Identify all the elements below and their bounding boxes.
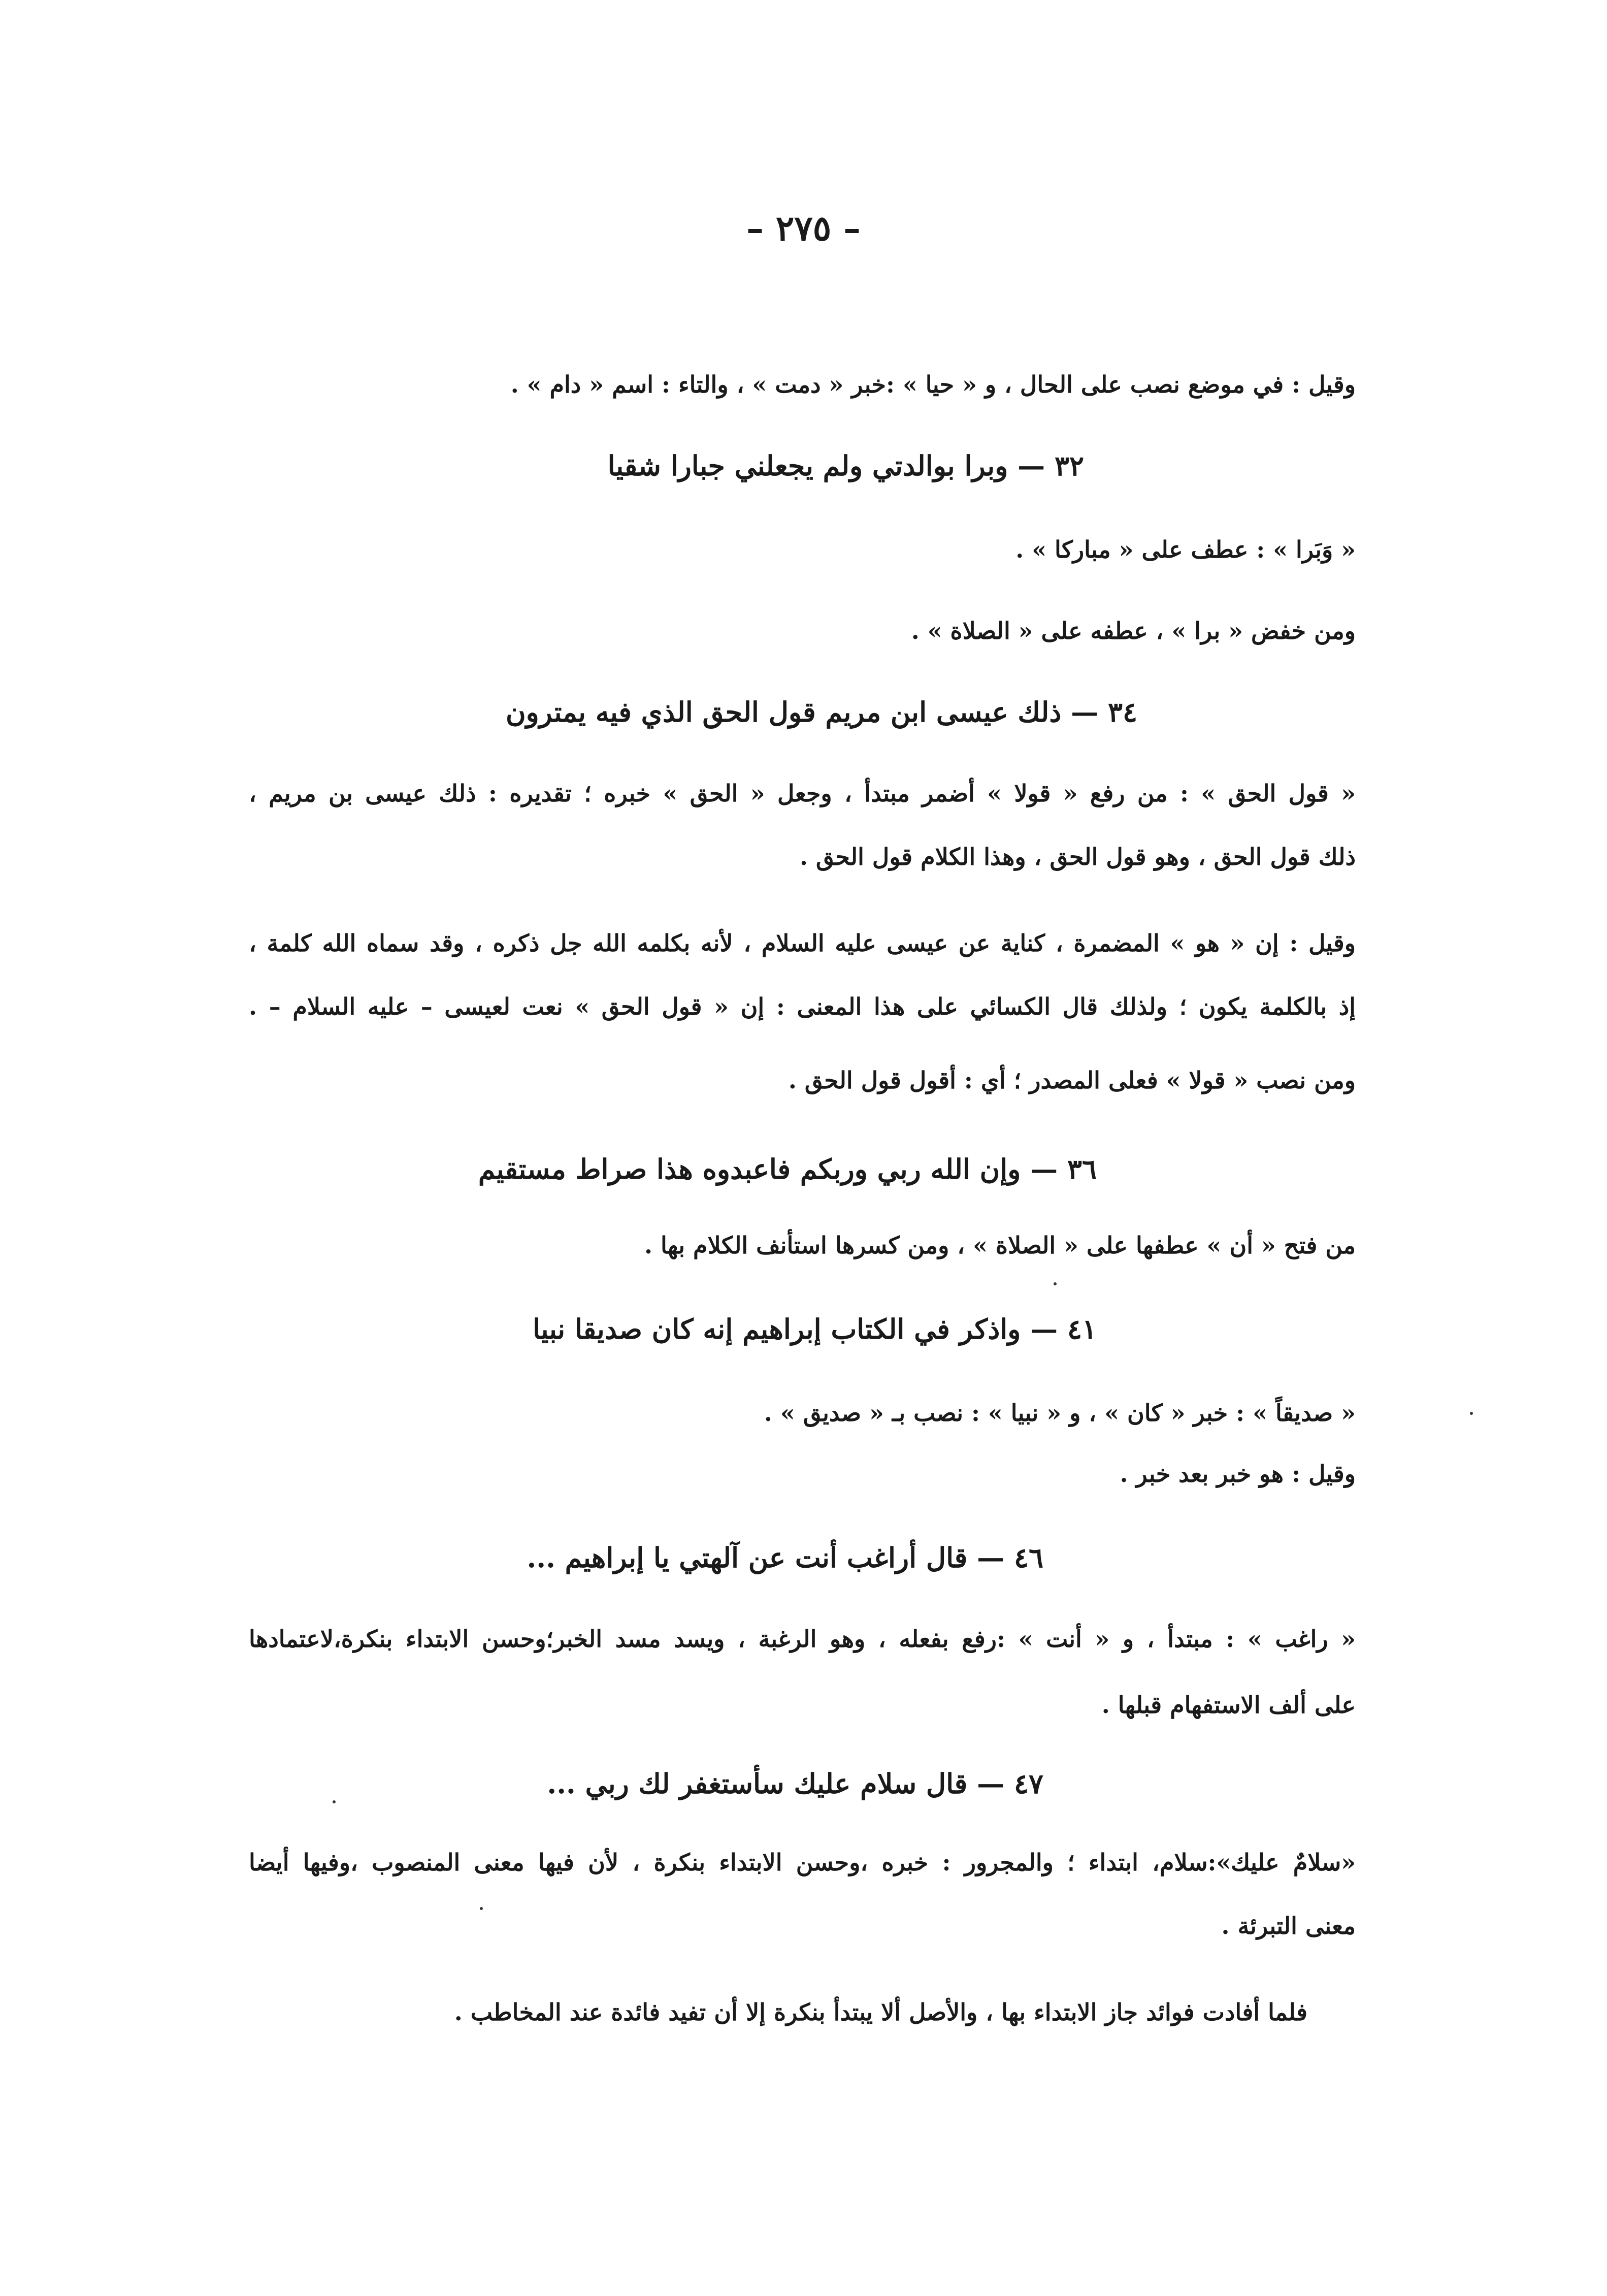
text-line: إذ بالكلمة يكون ؛ ولذلك قال الكسائي على هذا المعنى : إن « قول الحق » نعت لعيسى – عليه السلام – . [249, 993, 1356, 1020]
text-line: وقيل : في موضع نصب على الحال ، و « حيا » :خبر « دمت » ، والتاء : اسم « دام » . [510, 371, 1356, 398]
text-line: « قول الحق » : من رفع « قولا » أضمر مبتدأ ، وجعل « الحق » خبره ؛ تقديره : ذلك عيسى بن مريم ، [249, 780, 1356, 807]
text-line: ومن نصب « قولا » فعلى المصدر ؛ أي : أقول قول الحق . [788, 1066, 1356, 1094]
verse-line: ٣٤ — ذلك عيسى ابن مريم قول الحق الذي فيه يمترون [505, 696, 1137, 728]
text-line: من فتح « أن » عطفها على « الصلاة » ، ومن كسرها استأنف الكلام بها . [644, 1232, 1356, 1259]
text-line: ذلك قول الحق ، وهو قول الحق ، وهذا الكلام قول الحق . [800, 843, 1356, 870]
page-number: – ٢٧٥ – [746, 208, 861, 249]
verse-line: ٤١ — واذكر في الكتاب إبراهيم إنه كان صديقا نبيا [533, 1313, 1097, 1345]
text-line: على ألف الاستفهام قبلها . [1101, 1691, 1356, 1719]
text-line: وقيل : إن « هو » المضمرة ، كناية عن عيسى عليه السلام ، لأنه بكلمه الله جل ذكره ، وقد سماه الله كلمة ، [249, 929, 1356, 957]
text-line: فلما أفادت فوائد جاز الابتداء بها ، والأصل ألا يبتدأ بنكرة إلا أن تفيد فائدة عند المخاطب . [454, 1998, 1307, 2026]
text-line: وقيل : هو خبر بعد خبر . [1120, 1460, 1356, 1487]
verse-line: ٤٦ — قال أراغب أنت عن آلهتي يا إبراهيم ... [527, 1541, 1043, 1574]
text-line: ومن خفض « برا » ، عطفه على « الصلاة » . [911, 617, 1356, 644]
verse-line: ٤٧ — قال سلام عليك سأستغفر لك ربي ... [547, 1767, 1043, 1800]
scan-speck [1054, 1282, 1057, 1285]
text-line: « راغب » : مبتدأ ، و « أنت » :رفع بفعله ، وهو الرغبة ، ويسد مسد الخبر؛وحسن الابتداء بنكرة،لاعتمادها [249, 1625, 1356, 1653]
scan-speck [480, 1907, 483, 1910]
scan-speck [1470, 1412, 1473, 1415]
verse-line: ٣٢ — وبرا بوالدتي ولم يجعلني جبارا شقيا [607, 449, 1084, 482]
verse-line: ٣٦ — وإن الله ربي وربكم فاعبدوه هذا صراط مستقيم [478, 1153, 1097, 1185]
text-line: « صديقاً » : خبر « كان » ، و « نبيا » : نصب بـ « صديق » . [764, 1399, 1356, 1427]
text-line: « وَبَرا » : عطف على « مباركا » . [1015, 536, 1356, 563]
scan-speck [333, 1800, 336, 1803]
text-line: معنى التبرئة . [1221, 1912, 1356, 1939]
text-line: «سلامٌ عليك»:سلام، ابتداء ؛ والمجرور : خبره ،وحسن الابتداء بنكرة ، لأن فيها معنى المنصوب ،وفيها أيضا [249, 1849, 1356, 1876]
